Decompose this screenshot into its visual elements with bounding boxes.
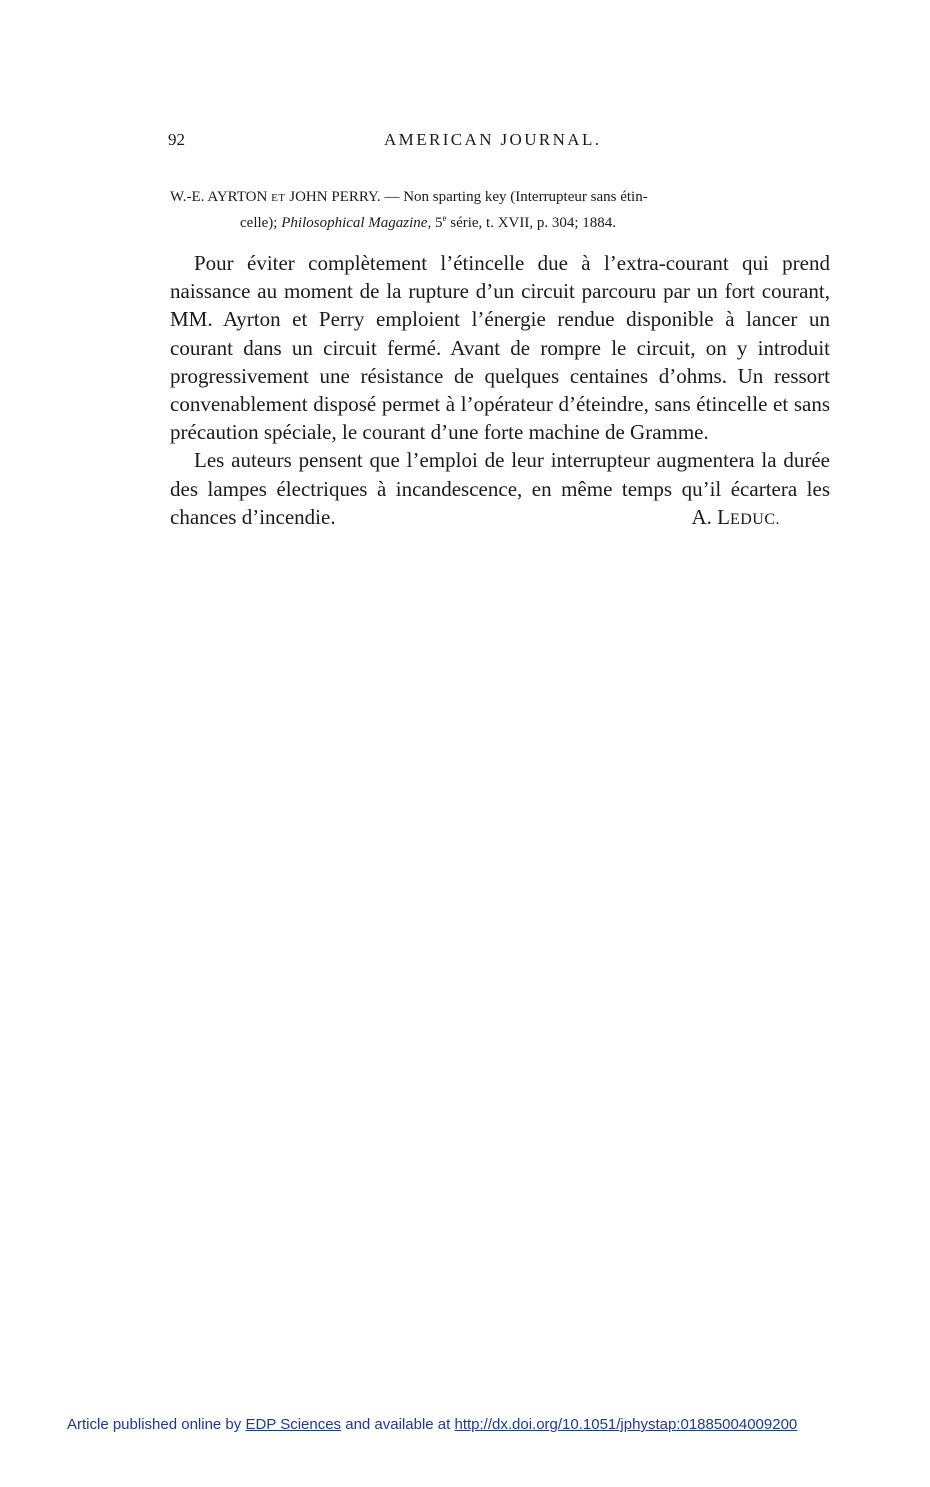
citation-line2 bbox=[170, 208, 830, 233]
signature-initial: A. L bbox=[691, 504, 730, 529]
paragraph-2 bbox=[170, 446, 830, 531]
footer-prefix: Article published online by bbox=[67, 1416, 246, 1433]
citation-series: 5 bbox=[434, 215, 443, 231]
author-perry: JOHN PERRY. bbox=[289, 189, 381, 205]
page-number: 92 bbox=[168, 130, 185, 149]
citation-series-sup: e bbox=[442, 213, 447, 223]
footer-middle: and available at bbox=[341, 1416, 455, 1433]
signature-rest: EDUC. bbox=[729, 510, 780, 528]
citation-block bbox=[170, 187, 830, 233]
paragraph-2-text: Les auteurs pensent que l’emploi de leur interrupteur augmentera la durée des lampes électriques à incandescence, en même temps qu’il écartera les chances d’incendie. bbox=[170, 448, 830, 529]
article-body bbox=[170, 249, 830, 534]
signature bbox=[667, 503, 780, 534]
citation-details: série, t. XVII, p. 304; 1884. bbox=[446, 215, 617, 231]
author-ayrton: W.-E. AYRTON bbox=[170, 189, 268, 205]
citation-authors bbox=[170, 189, 381, 205]
paragraph-1: Pour éviter complètement l’étincelle due à l’extra-courant qui prend naissance au moment de la rupture d’un circuit parcouru par un fort courant, MM. Ayrton et Perry emploient l’énergie rendue disponible à lancer un courant dans un circuit fermé. Avant de rompre le circuit, on y introduit progressivement une résistance de quelques centaines d’ohms. Un ressort convenablement disposé permet à l’opérateur d’éteindre, sans étincelle et sans précaution spéciale, le courant d’une forte machine de Gramme. bbox=[170, 251, 830, 445]
publisher-link[interactable]: EDP Sciences bbox=[245, 1416, 342, 1433]
footer-note bbox=[67, 1416, 797, 1433]
citation-dash: — bbox=[380, 189, 404, 205]
doi-link[interactable]: http://dx.doi.org/10.1051/jphystap:01885004009200 bbox=[454, 1416, 798, 1433]
running-head: AMERICAN JOURNAL. bbox=[384, 130, 602, 149]
author-conjunction: ET bbox=[271, 192, 286, 204]
citation-title-line2: celle); bbox=[240, 215, 278, 231]
citation-title-line1: Non sparting key (Interrupteur sans étin- bbox=[403, 189, 648, 205]
citation-journal: Philosophical Magazine, bbox=[281, 215, 432, 231]
